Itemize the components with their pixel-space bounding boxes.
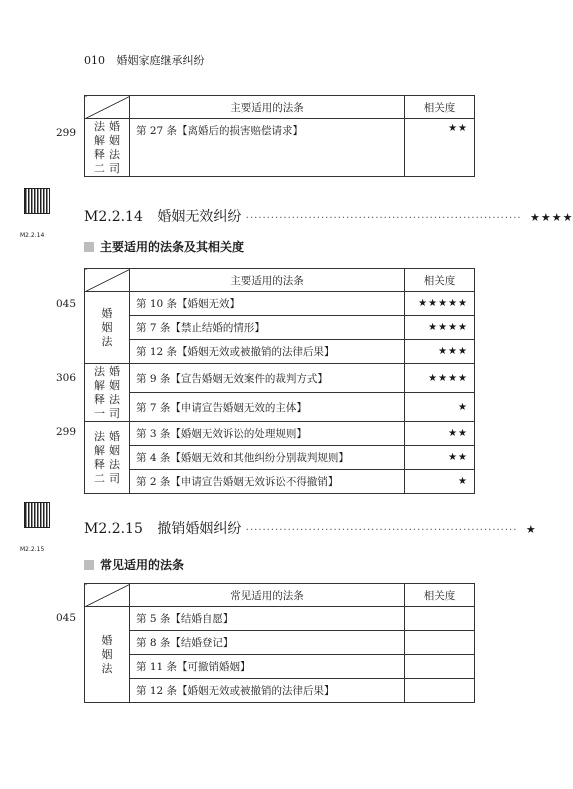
- article-cell: 第 9 条【宣告婚姻无效案件的裁判方式】: [130, 364, 405, 393]
- section-stars: ★: [525, 523, 537, 536]
- book-title: 婚姻家庭继承纠纷: [116, 54, 205, 67]
- subsection-title: [84, 556, 184, 573]
- law-table-main: [84, 268, 475, 494]
- section-name: 婚姻无效纠纷: [157, 209, 242, 225]
- article-cell: 第 7 条【申请宣告婚姻无效的主体】: [130, 393, 405, 422]
- subsection-label: 常见适用的法条: [100, 558, 185, 572]
- qr-caption: M2.2.15: [20, 546, 45, 553]
- section-stars: ★★★★: [530, 211, 573, 224]
- relevance-stars: [405, 631, 475, 655]
- header-article: 主要适用的法条: [130, 269, 405, 292]
- law-name-col: 婚 姻 法 司: [109, 120, 120, 175]
- header-relevance: 相关度: [405, 96, 475, 119]
- header-relevance: 相关度: [405, 584, 475, 607]
- article-cell: 第 10 条【婚姻无效】: [130, 292, 405, 316]
- relevance-stars: ★★★★: [405, 316, 475, 340]
- relevance-stars: ★★: [405, 119, 475, 177]
- law-number: 045: [56, 298, 77, 310]
- page-header: [84, 52, 205, 68]
- article-cell: 第 8 条【结婚登记】: [130, 631, 405, 655]
- article-cell: 第 4 条【婚姻无效和其他纠纷分别裁判规则】: [130, 446, 405, 470]
- law-name: 婚 姻 法: [85, 292, 130, 364]
- law-number: 299: [56, 127, 77, 139]
- law-table-continued: [84, 95, 475, 177]
- qr-caption: M2.2.14: [20, 232, 45, 239]
- diagonal-cell: [85, 96, 130, 119]
- law-table-common: [84, 583, 475, 703]
- article-cell: 第 12 条【婚姻无效或被撤销的法律后果】: [130, 679, 405, 703]
- section-title: [84, 518, 537, 538]
- relevance-stars: [405, 607, 475, 631]
- article-cell: 第 7 条【禁止结婚的情形】: [130, 316, 405, 340]
- law-name: 婚 姻 法 司 法 解 释 一: [85, 364, 130, 422]
- article-cell: 第 5 条【结婚自愿】: [130, 607, 405, 631]
- diagonal-cell: [85, 269, 130, 292]
- relevance-stars: ★★★★★: [405, 292, 475, 316]
- section-code: M2.2.14: [84, 209, 143, 225]
- relevance-stars: [405, 655, 475, 679]
- relevance-stars: ★: [405, 470, 475, 494]
- law-name: [85, 119, 130, 177]
- relevance-stars: ★★: [405, 446, 475, 470]
- subsection-title: [84, 238, 244, 255]
- article-cell: 第 27 条【离婚后的损害赔偿请求】: [130, 119, 405, 177]
- article-cell: 第 2 条【申请宣告婚姻无效诉讼不得撤销】: [130, 470, 405, 494]
- leader-dots: ·································································: [245, 525, 518, 536]
- law-number: 299: [56, 426, 77, 438]
- header-relevance: 相关度: [405, 269, 475, 292]
- section-title: [84, 206, 573, 226]
- article-cell: 第 11 条【可撤销婚姻】: [130, 655, 405, 679]
- page-number: 010: [84, 54, 105, 67]
- square-bullet-icon: [84, 560, 94, 570]
- law-number: 045: [56, 612, 77, 624]
- subsection-label: 主要适用的法条及其相关度: [100, 240, 245, 254]
- relevance-stars: [405, 679, 475, 703]
- law-name-col: 法 解 释 二: [94, 120, 105, 175]
- law-name: 婚 姻 法: [85, 607, 130, 703]
- article-cell: 第 12 条【婚姻无效或被撤销的法律后果】: [130, 340, 405, 364]
- relevance-stars: ★★: [405, 422, 475, 446]
- qr-code-icon: [24, 502, 50, 528]
- square-bullet-icon: [84, 242, 94, 252]
- law-number: 306: [56, 372, 77, 384]
- relevance-stars: ★★★★: [405, 364, 475, 393]
- qr-code-icon: [24, 188, 50, 214]
- law-name: 婚 姻 法 司 法 解 释 二: [85, 422, 130, 494]
- section-name: 撤销婚姻纠纷: [157, 521, 242, 537]
- relevance-stars: ★★★: [405, 340, 475, 364]
- leader-dots: ··································································: [245, 213, 522, 224]
- diagonal-cell: [85, 584, 130, 607]
- relevance-stars: ★: [405, 393, 475, 422]
- header-article: 常见适用的法条: [130, 584, 405, 607]
- article-cell: 第 3 条【婚姻无效诉讼的处理规则】: [130, 422, 405, 446]
- header-article: 主要适用的法条: [130, 96, 405, 119]
- section-code: M2.2.15: [84, 521, 143, 537]
